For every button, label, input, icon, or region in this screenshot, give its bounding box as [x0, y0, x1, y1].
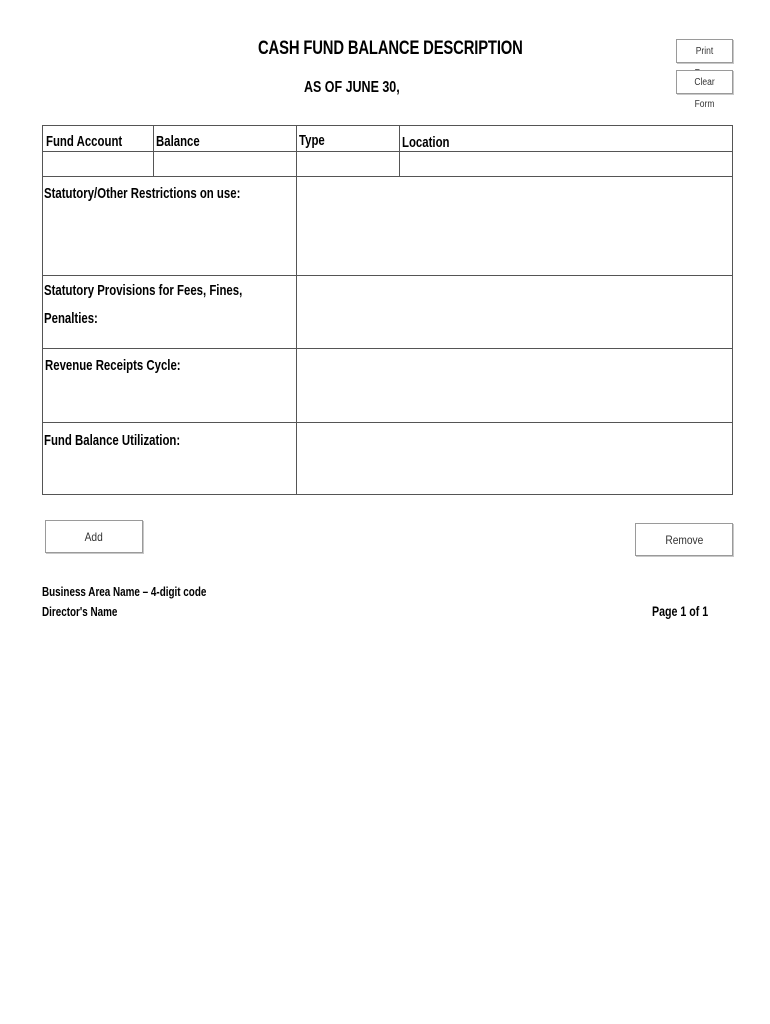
- fees-fines-label-line1: Statutory Provisions for Fees, Fines,: [44, 282, 243, 299]
- fund-utilization-label-line1: Fund Balance Utilization:: [44, 432, 181, 449]
- print-form-label: Print: [695, 46, 714, 57]
- balance-input[interactable]: [155, 153, 298, 176]
- label-value-divider: [296, 176, 297, 495]
- add-label: Add: [84, 530, 104, 544]
- fund-utilization-label: [44, 427, 180, 455]
- fees-fines-label-line2: Penalties:: [44, 310, 98, 327]
- remove-button[interactable]: [635, 523, 733, 556]
- remove-label: Remove: [665, 533, 703, 547]
- add-button[interactable]: [45, 520, 143, 553]
- revenue-cycle-textarea[interactable]: [299, 350, 734, 424]
- fees-fines-label: [44, 277, 242, 333]
- data-row-divider: [42, 176, 733, 177]
- restrictions-textarea[interactable]: [299, 178, 734, 276]
- restrictions-label-line1: Statutory/Other Restrictions on use:: [44, 185, 241, 202]
- page-title: CASH FUND BALANCE DESCRIPTION: [258, 38, 523, 59]
- restrictions-label: [44, 180, 240, 208]
- business-area-name: Business Area Name – 4-digit code: [42, 584, 207, 599]
- type-input[interactable]: [298, 153, 401, 176]
- fees-fines-textarea[interactable]: [299, 277, 734, 350]
- fund-account-input[interactable]: [44, 153, 155, 176]
- fund-utilization-textarea[interactable]: [299, 424, 734, 496]
- revenue-cycle-label-line1: Revenue Receipts Cycle:: [45, 357, 181, 374]
- column-header-fund-account: Fund Account: [46, 133, 123, 150]
- as-of-date: AS OF JUNE 30,: [304, 79, 400, 96]
- column-header-type: Type: [299, 132, 325, 149]
- revenue-cycle-label: [45, 352, 181, 380]
- header-row-divider: [42, 151, 733, 152]
- print-form-button[interactable]: [676, 39, 733, 63]
- location-input[interactable]: [401, 153, 735, 176]
- clear-form-button[interactable]: [676, 70, 733, 110]
- column-header-balance: Balance: [156, 133, 200, 150]
- directors-name: Director's Name: [42, 604, 118, 619]
- column-header-location: Location: [402, 134, 450, 151]
- page-number: Page 1 of 1: [652, 603, 709, 619]
- clear-form-label: Clear Form: [694, 77, 715, 110]
